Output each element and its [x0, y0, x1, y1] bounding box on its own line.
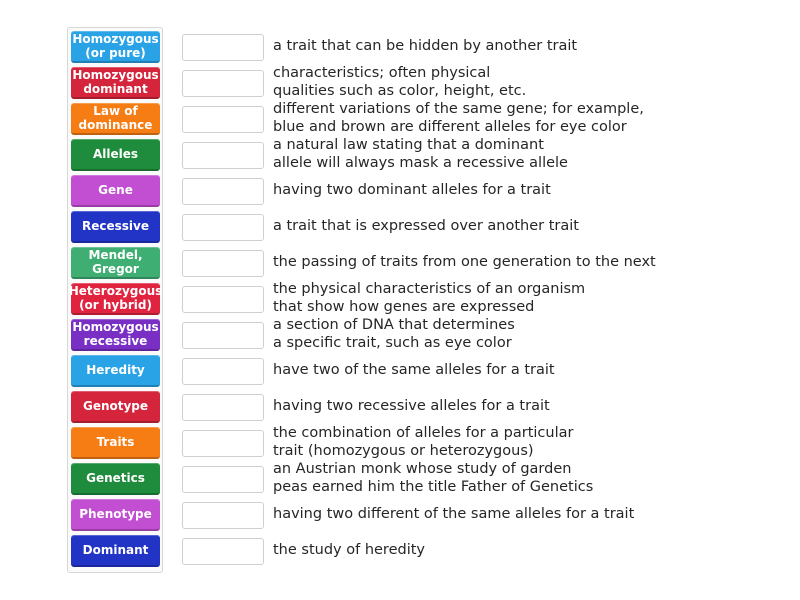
- term-tile[interactable]: Law of dominance: [71, 103, 160, 135]
- definition-text: the passing of traits from one generation to the next: [273, 254, 656, 270]
- answer-drop-slot[interactable]: [182, 466, 264, 493]
- definition-text: have two of the same alleles for a trait: [273, 362, 555, 378]
- answer-drop-slot[interactable]: [182, 322, 264, 349]
- answer-drop-slot[interactable]: [182, 70, 264, 97]
- term-tile[interactable]: Mendel, Gregor: [71, 247, 160, 279]
- definition-text: a trait that is expressed over another trait: [273, 218, 579, 234]
- definition-text: the combination of alleles for a particular trait (homozygous or heterozygous): [273, 425, 574, 459]
- definition-text: an Austrian monk whose study of garden peas earned him the title Father of Genetics: [273, 461, 594, 495]
- definition-text: the study of heredity: [273, 542, 425, 558]
- answer-drop-slot[interactable]: [182, 502, 264, 529]
- term-tile[interactable]: Homozygous recessive: [71, 319, 160, 351]
- definition-text: having two dominant alleles for a trait: [273, 182, 551, 198]
- term-tile[interactable]: Alleles: [71, 139, 160, 171]
- term-tile[interactable]: Dominant: [71, 535, 160, 567]
- term-tile[interactable]: Homozygous dominant: [71, 67, 160, 99]
- definition-text: characteristics; often physical qualities such as color, height, etc.: [273, 65, 527, 99]
- answer-drop-slot[interactable]: [182, 358, 264, 385]
- term-tile[interactable]: Phenotype: [71, 499, 160, 531]
- answer-drop-slot[interactable]: [182, 142, 264, 169]
- answer-drop-slot[interactable]: [182, 538, 264, 565]
- answer-drop-slot[interactable]: [182, 286, 264, 313]
- term-tile[interactable]: Homozygous (or pure): [71, 31, 160, 63]
- answer-drop-slot[interactable]: [182, 394, 264, 421]
- definition-text: having two different of the same alleles for a trait: [273, 506, 635, 522]
- answer-drop-slot[interactable]: [182, 250, 264, 277]
- answer-drop-slot[interactable]: [182, 430, 264, 457]
- definition-text: having two recessive alleles for a trait: [273, 398, 550, 414]
- term-tile[interactable]: Recessive: [71, 211, 160, 243]
- term-tile[interactable]: Traits: [71, 427, 160, 459]
- answer-drop-slot[interactable]: [182, 106, 264, 133]
- answer-drop-slot[interactable]: [182, 178, 264, 205]
- definition-text: a natural law stating that a dominant allele will always mask a recessive allele: [273, 137, 568, 171]
- definition-text: the physical characteristics of an organism that show how genes are expressed: [273, 281, 586, 315]
- definition-text: different variations of the same gene; for example, blue and brown are different alleles for eye color: [273, 101, 644, 135]
- answer-drop-slot[interactable]: [182, 214, 264, 241]
- answer-drop-slot[interactable]: [182, 34, 264, 61]
- term-tile[interactable]: Genotype: [71, 391, 160, 423]
- term-tile[interactable]: Gene: [71, 175, 160, 207]
- definition-text: a trait that can be hidden by another trait: [273, 38, 578, 54]
- term-tile[interactable]: Genetics: [71, 463, 160, 495]
- definition-text: a section of DNA that determines a specific trait, such as eye color: [273, 317, 515, 351]
- term-tile[interactable]: Heterozygous (or hybrid): [71, 283, 160, 315]
- term-tile[interactable]: Heredity: [71, 355, 160, 387]
